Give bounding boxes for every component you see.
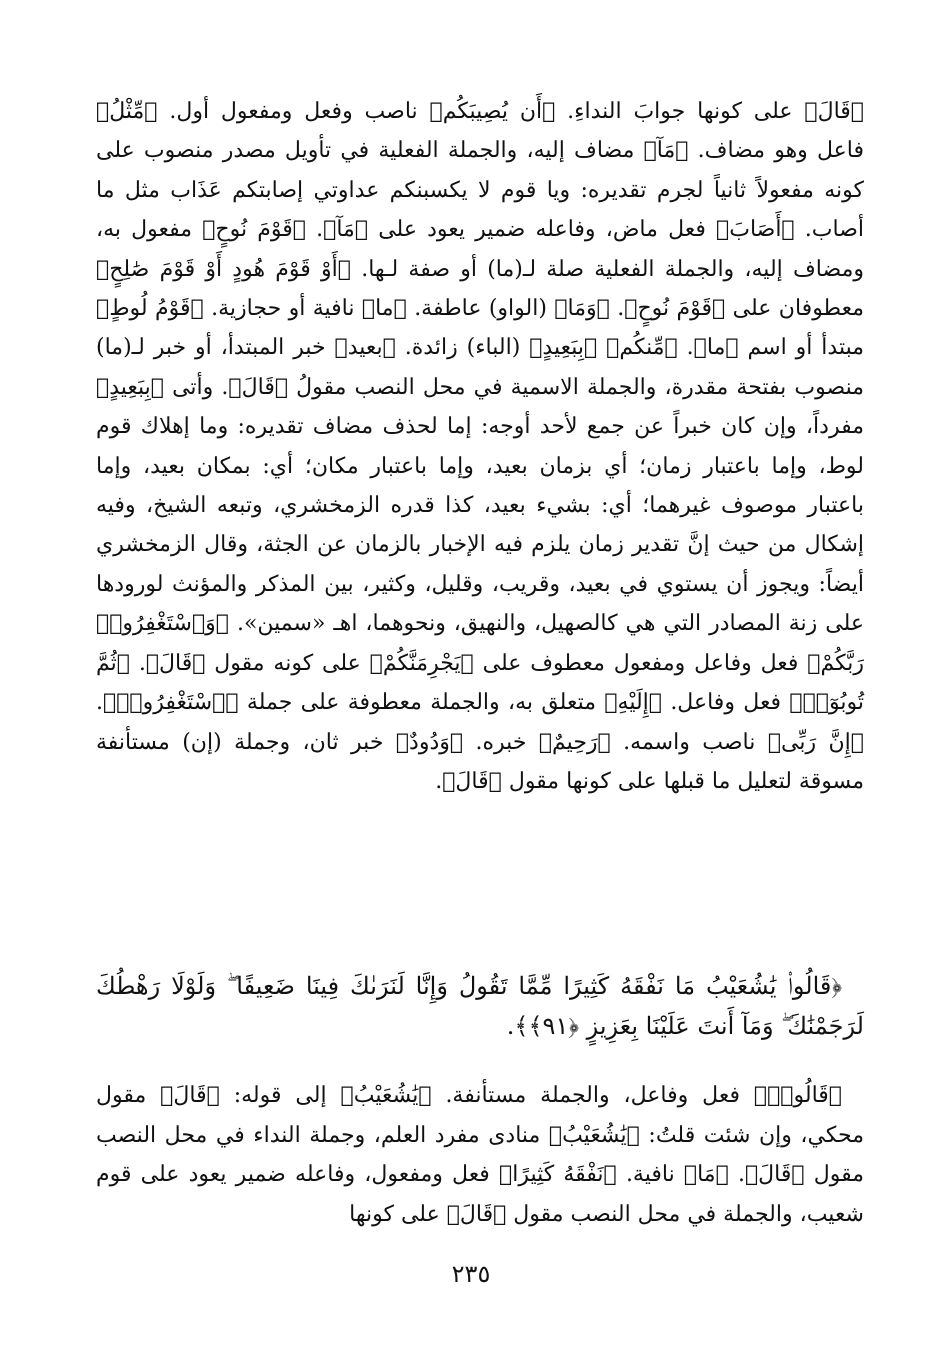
page-number: ٢٣٥ bbox=[451, 1260, 491, 1288]
commentary-paragraph-2: ﴿قَالُوا۟﴾ فعل وفاعل، والجملة مستأنفة. ﴿يَٰشُعَيْبُ﴾ إلى قوله: ﴿قَالَ﴾ مقول محكي، وإن شئت قلتُ: ﴿يَٰشُعَيْبُ﴾ منادى مفرد العلم، وجملة النداء في محل النصب مقول ﴿قَالَ﴾. ﴿مَا﴾ نافية. ﴿نَفْقَهُ كَثِيرًا﴾ فعل ومفعول، وفاعله ضمير يعود على قوم شعيب، والجملة في محل النصب مقول ﴿قَالَ﴾ على كونها bbox=[96, 1083, 864, 1227]
quran-verse: ﴿قَالُوا۟ يَٰشُعَيْبُ مَا نَفْقَهُ كَثِيرًا مِّمَّا تَقُولُ وَإِنَّا لَنَرَىٰكَ فِينَا ضَعِيفًا ۖ وَلَوْلَا رَهْطُكَ لَرَجَمْنَٰكَ ۖ وَمَآ أَنتَ عَلَيْنَا بِعَزِيزٍ ﴿٩١﴾﴾. bbox=[96, 972, 864, 1040]
commentary-paragraph-1: ﴿قَالَ﴾ على كونها جوابَ النداءِ. ﴿أَن يُصِيبَكُم﴾ ناصب وفعل ومفعول أول. ﴿مِّثْلُ﴾ فاعل وهو مضاف. ﴿مَآ﴾ مضاف إليه، والجملة الفعلية في تأويل مصدر منصوب على كونه مفعولاً ثانياً لجرم تقديره: ويا قوم لا يكسبنكم عداوتي إصابتكم عَذَاب مثل ما أصاب. ﴿أَصَابَ﴾ فعل ماض، وفاعله ضمير يعود على ﴿مَآ﴾. ﴿قَوْمَ نُوحٍ﴾ مفعول به، ومضاف إليه، والجملة الفعلية صلة لـ(ما) أو صفة لـها. ﴿أَوْ قَوْمَ هُودٍ أَوْ قَوْمَ صَٰلِحٍ﴾ معطوفان على ﴿قَوْمَ نُوحٍ﴾. ﴿وَمَا﴾ (الواو) عاطفة. ﴿ما﴾ نافية أو حجازية. ﴿قَوْمُ لُوطٍ﴾ مبتدأ أو اسم ﴿ما﴾. ﴿مِّنكُم﴾ ﴿بِبَعِيدٍ﴾ (الباء) زائدة. ﴿بعيد﴾ خبر المبتدأ، أو خبر لـ(ما) منصوب بفتحة مقدرة، والجملة الاسمية في محل النصب مقولُ ﴿قَالَ﴾. وأتى ﴿بِبَعِيدٍ﴾ مفرداً، وإن كان خبراً عن جمع لأحد أوجه: إما لحذف مضاف تقديره: وما إهلاك قوم لوط، وإما باعتبار زمان؛ أي بزمان بعيد، وإما باعتبار مكان؛ أي: بمكان بعيد، وإما باعتبار موصوف غيرهما؛ أي: بشيء بعيد، كذا قدره الزمخشري، وتبعه الشيخ، وفيه إشكال من حيث إنَّ تقدير زمان يلزم فيه الإخبار بالزمان عن الجثة، وقال الزمخشري أيضاً: ويجوز أن يستوي في بعيد، وقريب، وقليل، وكثير، بين المذكر والمؤنث لورودها على زنة المصادر التي هي كالصهيل، والنهيق، ونحوهما، اهـ «سمين». ﴿وَٱسْتَغْفِرُوا۟ رَبَّكُمْ﴾ فعل وفاعل ومفعول معطوف على ﴿يَجْرِمَنَّكُمْ﴾ على كونه مقول ﴿قَالَ﴾. ﴿ثُمَّ تُوبُوٓا۟﴾ فعل وفاعل. ﴿إِلَيْهِ﴾ متعلق به، والجملة معطوفة على جملة ﴿ٱسْتَغْفِرُوا۟﴾. ﴿إِنَّ رَبِّى﴾ ناصب واسمه. ﴿رَحِيمٌ﴾ خبره. ﴿وَدُودٌ﴾ خبر ثان، وجملة (إن) مستأنفة مسوقة لتعليل ما قبلها على كونها مقول ﴿قَالَ﴾. bbox=[96, 99, 864, 794]
